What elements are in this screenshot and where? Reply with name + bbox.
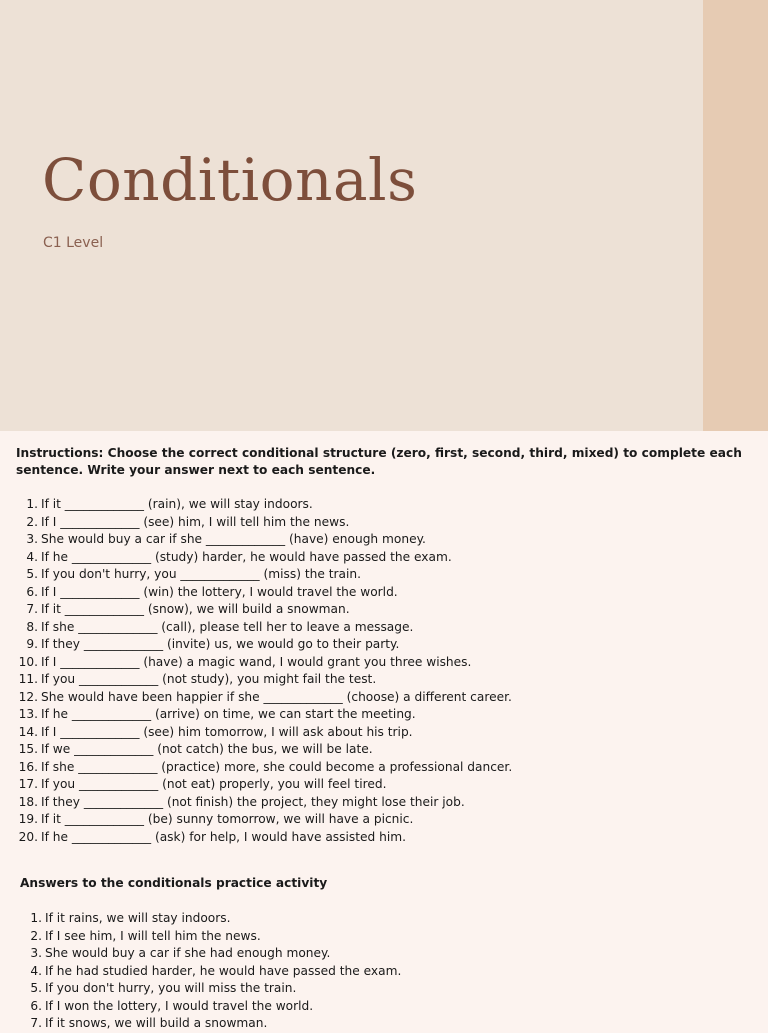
- item-number: 9.: [26, 637, 38, 651]
- list-item: [10, 601, 512, 619]
- instructions-text: Instructions: Choose the correct conditional structure (zero, first, second, third, mixed) to complete each sentence. Write your answer next to each sentence.: [16, 446, 742, 477]
- item-text: If I won the lottery, I would travel the world.: [45, 998, 314, 1013]
- list-item: [10, 584, 512, 602]
- item-text: She would buy a car if she _____________ (have) enough money.: [41, 532, 426, 546]
- list-item: [10, 636, 512, 654]
- item-text: If you _____________ (not study), you might fail the test.: [41, 672, 377, 686]
- item-number: 16.: [18, 759, 38, 774]
- item-text: If it snows, we will build a snowman.: [45, 1016, 268, 1030]
- item-text: If we _____________ (not catch) the bus, we will be late.: [41, 742, 373, 756]
- item-text: If I _____________ (see) him, I will tell him the news.: [41, 514, 350, 529]
- list-item: [14, 928, 401, 946]
- list-item: [14, 998, 401, 1016]
- item-text: If you don't hurry, you will miss the train.: [45, 981, 297, 995]
- item-text: If he _____________ (ask) for help, I would have assisted him.: [41, 829, 406, 844]
- item-number: 14.: [18, 724, 38, 739]
- item-text: She would have been happier if she _____________ (choose) a different career.: [41, 689, 512, 704]
- item-text: If I see him, I will tell him the news.: [45, 928, 261, 943]
- item-number: 11.: [18, 672, 38, 686]
- list-item: [14, 980, 401, 998]
- item-number: 13.: [18, 707, 38, 721]
- item-text: If he _____________ (arrive) on time, we can start the meeting.: [41, 707, 416, 721]
- item-number: 3.: [30, 946, 42, 960]
- list-item: [10, 514, 512, 532]
- answers-heading: Answers to the conditionals practice activity: [20, 876, 328, 890]
- item-number: 4.: [26, 549, 38, 564]
- item-number: 6.: [26, 584, 38, 599]
- item-text: If it rains, we will stay indoors.: [45, 911, 231, 925]
- list-item: [14, 910, 401, 928]
- item-text: If he had studied harder, he would have passed the exam.: [45, 963, 402, 978]
- item-number: 2.: [30, 928, 42, 943]
- page-subtitle: C1 Level: [43, 235, 104, 251]
- item-number: 5.: [30, 981, 42, 995]
- item-text: She would buy a car if she had enough money.: [45, 946, 331, 960]
- list-item: [10, 671, 512, 689]
- item-text: If I _____________ (have) a magic wand, I would grant you three wishes.: [41, 654, 472, 669]
- item-text: If she _____________ (call), please tell her to leave a message.: [41, 619, 414, 634]
- item-number: 7.: [30, 1016, 42, 1030]
- item-text: If he _____________ (study) harder, he would have passed the exam.: [41, 549, 452, 564]
- list-item: [10, 654, 512, 672]
- item-text: If I _____________ (win) the lottery, I would travel the world.: [41, 584, 398, 599]
- item-number: 12.: [18, 689, 38, 704]
- item-number: 1.: [26, 497, 38, 511]
- list-item: [10, 566, 512, 584]
- item-number: 19.: [18, 812, 38, 826]
- item-text: If she _____________ (practice) more, she could become a professional dancer.: [41, 759, 513, 774]
- item-text: If they _____________ (not finish) the project, they might lose their job.: [41, 794, 465, 809]
- item-text: If it _____________ (snow), we will build a snowman.: [41, 602, 350, 616]
- item-number: 20.: [18, 829, 38, 844]
- item-number: 4.: [30, 963, 42, 978]
- item-text: If it _____________ (rain), we will stay indoors.: [41, 497, 313, 511]
- item-number: 15.: [18, 742, 38, 756]
- list-item: [14, 945, 401, 963]
- item-number: 17.: [18, 777, 38, 791]
- list-item: [10, 496, 512, 514]
- item-text: If you don't hurry, you _____________ (miss) the train.: [41, 567, 361, 581]
- list-item: [10, 706, 512, 724]
- header-accent-stripe: [703, 0, 768, 431]
- answer-list: [14, 910, 401, 1033]
- item-number: 1.: [30, 911, 42, 925]
- header-banner: [0, 0, 768, 431]
- item-text: If they _____________ (invite) us, we would go to their party.: [41, 637, 400, 651]
- item-number: 5.: [26, 567, 38, 581]
- item-number: 7.: [26, 602, 38, 616]
- page-title: Conditionals: [42, 146, 418, 214]
- item-number: 10.: [18, 654, 38, 669]
- list-item: [10, 794, 512, 812]
- list-item: [10, 689, 512, 707]
- item-number: 8.: [26, 619, 38, 634]
- item-text: If you _____________ (not eat) properly, you will feel tired.: [41, 777, 387, 791]
- item-number: 6.: [30, 998, 42, 1013]
- question-list: [10, 496, 512, 846]
- list-item: [10, 829, 512, 847]
- list-item: [10, 619, 512, 637]
- list-item: [10, 759, 512, 777]
- list-item: [10, 531, 512, 549]
- item-number: 2.: [26, 514, 38, 529]
- list-item: [10, 776, 512, 794]
- item-number: 18.: [18, 794, 38, 809]
- list-item: [10, 724, 512, 742]
- item-text: If I _____________ (see) him tomorrow, I will ask about his trip.: [41, 724, 413, 739]
- list-item: [10, 549, 512, 567]
- list-item: [10, 741, 512, 759]
- item-number: 3.: [26, 532, 38, 546]
- list-item: [14, 963, 401, 981]
- item-text: If it _____________ (be) sunny tomorrow, we will have a picnic.: [41, 812, 414, 826]
- list-item: [10, 811, 512, 829]
